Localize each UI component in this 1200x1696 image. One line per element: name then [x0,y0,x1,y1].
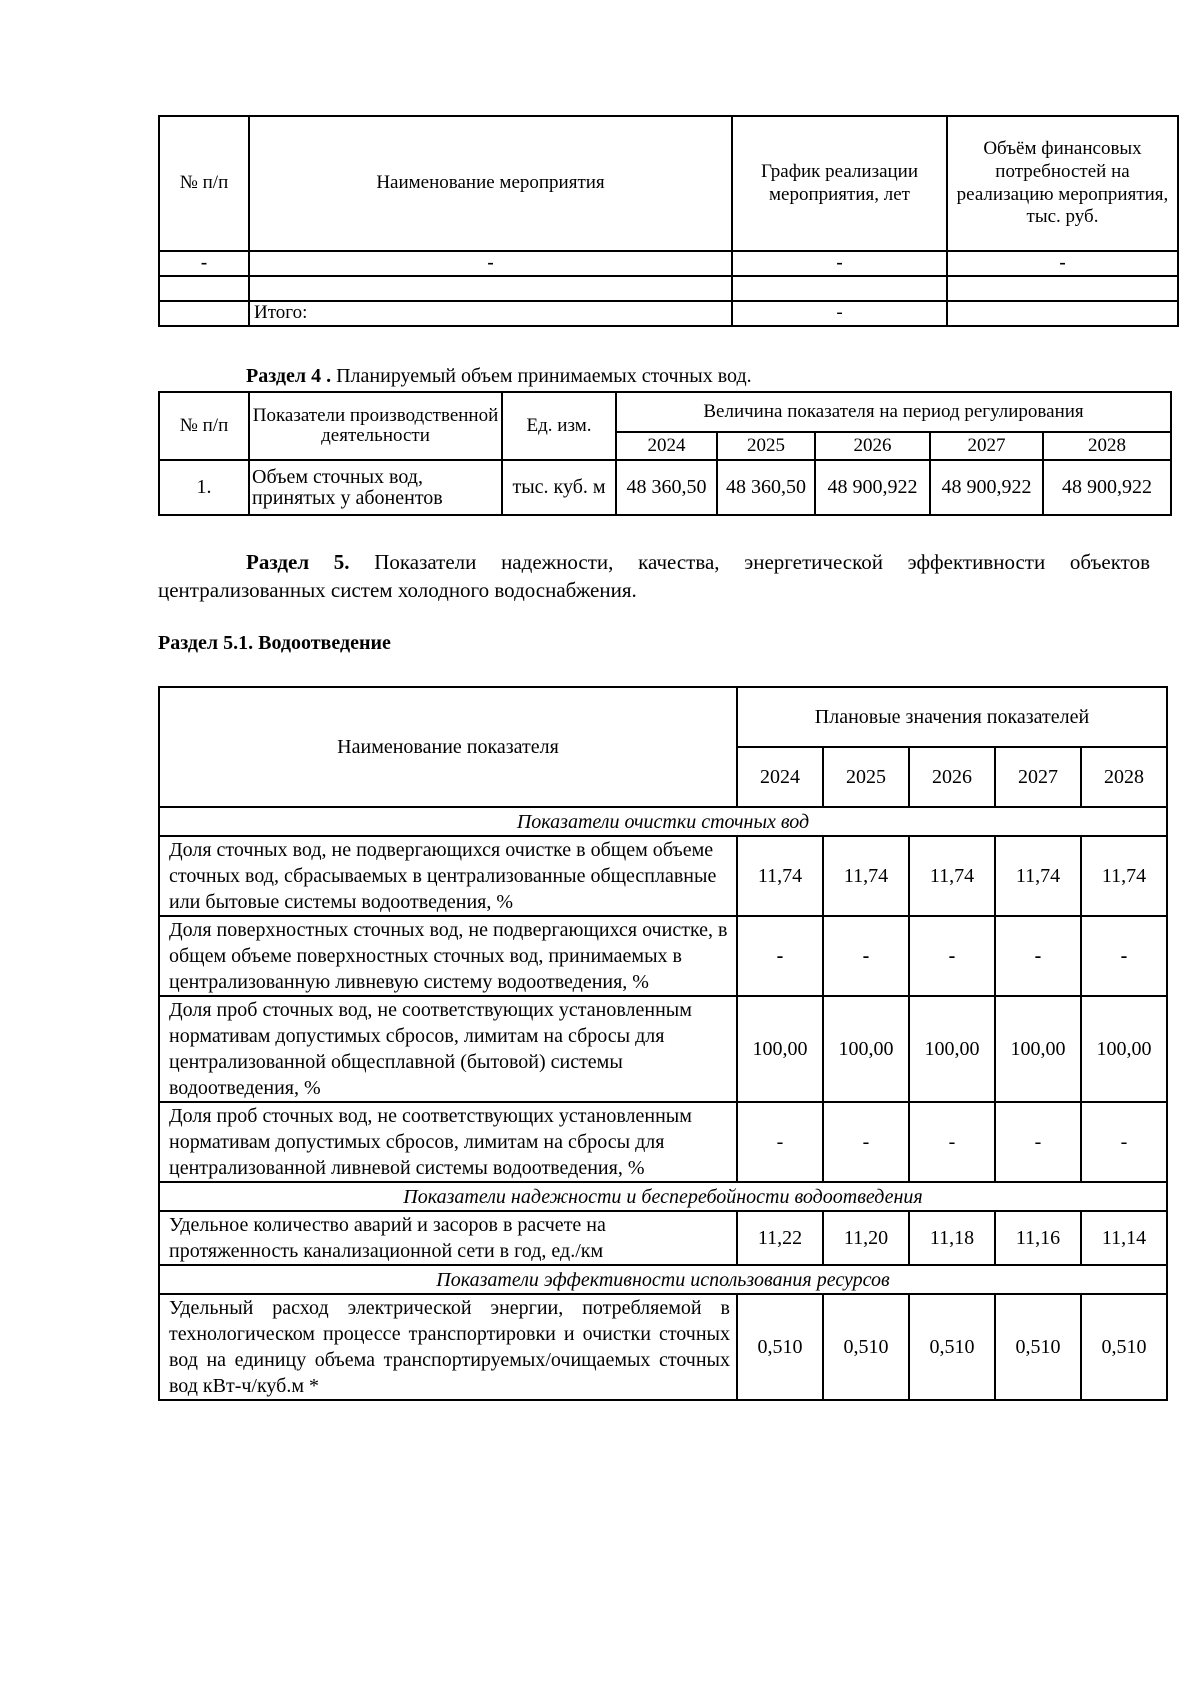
indicator-name: Удельный расход электрической энергии, потребляемой в технологическом процессе транспортировки и очистки сточных вод на единицу объема транспортируемых/очищаемых сточных вод кВт-ч/куб.м * [159,1294,737,1400]
year-header: 2025 [823,747,909,807]
category-row [159,807,1167,836]
cell-name [249,276,732,301]
year-header: 2028 [1043,432,1171,460]
cell-num: - [159,251,249,276]
cell-num [159,301,249,326]
cell-value: 11,22 [737,1211,823,1265]
section-4-text: Планируемый объем принимаемых сточных вод. [331,365,752,387]
table-row [159,916,1167,996]
volume-header-row [159,392,1171,432]
cell-value: - [823,916,909,996]
section-5-label: Раздел 5. [246,550,350,574]
section-5-text: Показатели надежности, качества, энергетической эффективности объектов централизованных систем холодного водоснабжения. [158,550,1150,602]
section-4-title [246,365,752,388]
header-finance: Объём финансовых потребностей на реализацию мероприятия, тыс. руб. [947,116,1178,251]
header-indicator-name: Наименование показателя [159,687,737,807]
table-row [159,251,1178,276]
year-header: 2024 [737,747,823,807]
total-label: Итого: [249,301,732,326]
header-schedule: График реализации мероприятия, лет [732,116,947,251]
cell-value: 100,00 [909,996,995,1102]
indicator-name: Доля поверхностных сточных вод, не подвергающихся очистке, в общем объеме поверхностных сточных вод, принимаемых в централизованную ливневую систему водоотведения, % [159,916,737,996]
year-header: 2026 [815,432,930,460]
wastewater-volume-table [158,391,1172,516]
table-row [159,276,1178,301]
indicators-table [158,686,1168,1401]
section-4-label: Раздел 4 . [246,365,332,387]
cell-value: - [823,1102,909,1182]
cell-value: - [909,916,995,996]
total-finance [947,301,1178,326]
indicators-header-row [159,687,1167,747]
header-activity-name: Наименование мероприятия [249,116,732,251]
cell-value: 0,510 [995,1294,1081,1400]
category-label: Показатели эффективности использования ресурсов [159,1265,1167,1294]
header-planned-values: Плановые значения показателей [737,687,1167,747]
cell-value: 48 900,922 [815,460,930,515]
cell-indicator: Объем сточных вод, принятых у абонентов [249,460,502,515]
activities-table [158,115,1179,327]
cell-value: 100,00 [1081,996,1167,1102]
section-5-1-title: Раздел 5.1. Водоотведение [158,632,391,654]
table-row [159,1102,1167,1182]
header-unit: Ед. изм. [502,392,616,460]
year-header: 2027 [995,747,1081,807]
indicator-name: Доля сточных вод, не подвергающихся очистке в общем объеме сточных вод, сбрасываемых в централизованные общесплавные или бытовые системы водоотведения, % [159,836,737,916]
cell-value: 100,00 [823,996,909,1102]
cell-finance [947,276,1178,301]
cell-value: 0,510 [909,1294,995,1400]
table-row [159,1211,1167,1265]
cell-finance: - [947,251,1178,276]
cell-num: 1. [159,460,249,515]
year-header: 2025 [717,432,815,460]
table-row [159,836,1167,916]
total-row [159,301,1178,326]
cell-value: 100,00 [737,996,823,1102]
header-indicator: Показатели производственной деятельности [249,392,502,460]
cell-value: 100,00 [995,996,1081,1102]
year-header: 2027 [930,432,1043,460]
cell-value: - [737,1102,823,1182]
cell-value: 11,74 [909,836,995,916]
table-row [159,1294,1167,1400]
cell-value: 11,74 [995,836,1081,916]
cell-schedule: - [732,251,947,276]
cell-value: 11,74 [823,836,909,916]
cell-value: - [1081,1102,1167,1182]
category-label: Показатели очистки сточных вод [159,807,1167,836]
cell-value: - [995,1102,1081,1182]
section-5-paragraph [158,548,1150,604]
header-num: № п/п [159,116,249,251]
cell-name: - [249,251,732,276]
year-header: 2026 [909,747,995,807]
category-label: Показатели надежности и бесперебойности водоотведения [159,1182,1167,1211]
cell-value: 0,510 [823,1294,909,1400]
cell-value: 11,20 [823,1211,909,1265]
cell-value: 48 360,50 [616,460,717,515]
table-row [159,460,1171,515]
category-row [159,1265,1167,1294]
cell-schedule [732,276,947,301]
activities-header-row [159,116,1178,251]
header-value-period: Величина показателя на период регулирования [616,392,1171,432]
cell-value: 48 360,50 [717,460,815,515]
cell-value: 11,18 [909,1211,995,1265]
cell-value: 11,74 [1081,836,1167,916]
cell-value: - [995,916,1081,996]
cell-value: 11,14 [1081,1211,1167,1265]
indicator-name: Доля проб сточных вод, не соответствующих установленным нормативам допустимых сбросов, лимитам на сбросы для централизованной общесплавной (бытовой) системы водоотведения, % [159,996,737,1102]
table-row [159,996,1167,1102]
year-header: 2028 [1081,747,1167,807]
cell-num [159,276,249,301]
cell-value: - [1081,916,1167,996]
indicator-name: Удельное количество аварий и засоров в расчете на протяженность канализационной сети в год, ед./км [159,1211,737,1265]
cell-value: 11,16 [995,1211,1081,1265]
cell-value: 48 900,922 [930,460,1043,515]
cell-value: 0,510 [737,1294,823,1400]
cell-value: - [737,916,823,996]
header-num: № п/п [159,392,249,460]
category-row [159,1182,1167,1211]
total-schedule: - [732,301,947,326]
cell-value: 0,510 [1081,1294,1167,1400]
indicator-name: Доля проб сточных вод, не соответствующих установленным нормативам допустимых сбросов, лимитам на сбросы для централизованной ливневой системы водоотведения, % [159,1102,737,1182]
year-header: 2024 [616,432,717,460]
cell-value: 11,74 [737,836,823,916]
cell-unit: тыс. куб. м [502,460,616,515]
cell-value: 48 900,922 [1043,460,1171,515]
cell-value: - [909,1102,995,1182]
